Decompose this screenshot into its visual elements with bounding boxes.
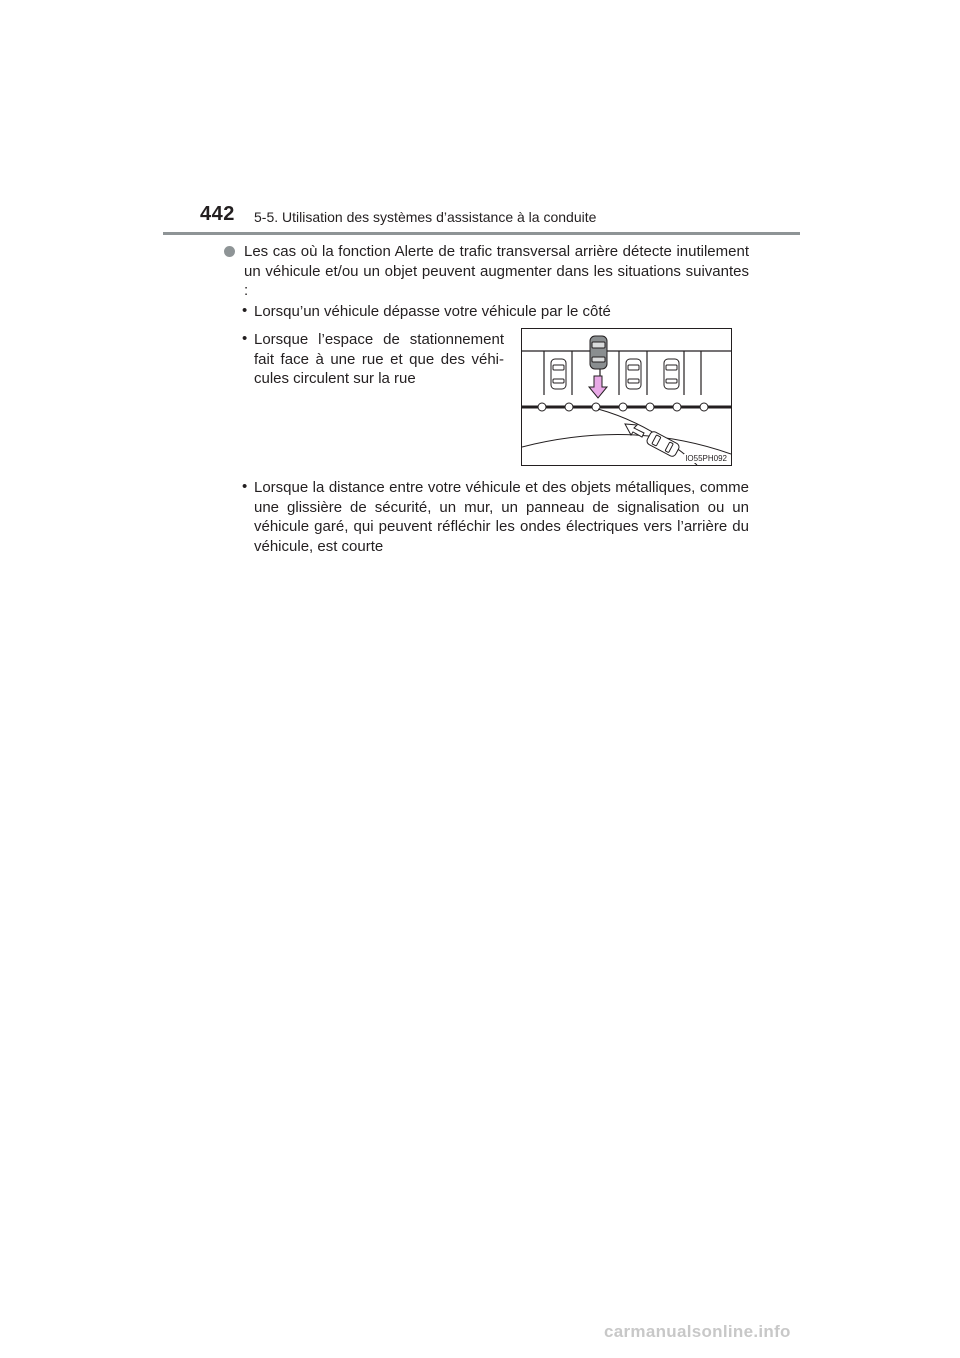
bullet-item-overtaking: Lorsqu’un véhicule dépasse votre véhicule par le côté: [254, 303, 611, 320]
parked-car-icon: [664, 359, 679, 389]
reverse-direction-arrow-icon: [589, 376, 607, 398]
header-rule: [163, 232, 800, 235]
parking-diagram: [522, 329, 731, 465]
main-bullet-icon: [224, 246, 235, 257]
bullet-item-metal-objects: Lorsque la distance entre votre véhicule et des objets métalliques, comme une glissière de sécurité, un mur, un panneau de signalisation ou un véhicule garé, qui peuvent réfléchir les ondes électriques vers l’arrière du véhicule, est courte: [254, 479, 749, 555]
detection-range-line: [598, 409, 697, 465]
road-curve: [522, 435, 731, 454]
figure-code: IO55PH092: [685, 454, 727, 463]
bullet-marker: •: [242, 478, 248, 495]
bullet-marker: •: [242, 330, 248, 347]
bullet-item-parking-facing-street: Lorsque l’espace de stationnement fait face à une rue et que des véhi- cules circulent sur la rue: [254, 331, 504, 387]
parked-car-icon: [551, 359, 566, 389]
watermark: carmanualsonline.info: [604, 1322, 791, 1341]
parked-car-icon: [626, 359, 641, 389]
approaching-car-icon: [646, 430, 681, 457]
main-paragraph: Les cas où la fonction Alerte de trafic transversal arrière détecte inutilement un véhicule et/ou un objet peuvent augmenter dans les situations suivantes :: [244, 243, 749, 299]
page-number: 442: [200, 203, 235, 225]
bullet-marker: •: [242, 302, 248, 319]
reversing-car-icon: [590, 336, 607, 369]
section-title: 5-5. Utilisation des systèmes d’assistance à la conduite: [254, 209, 597, 225]
parking-illustration: [521, 328, 732, 466]
